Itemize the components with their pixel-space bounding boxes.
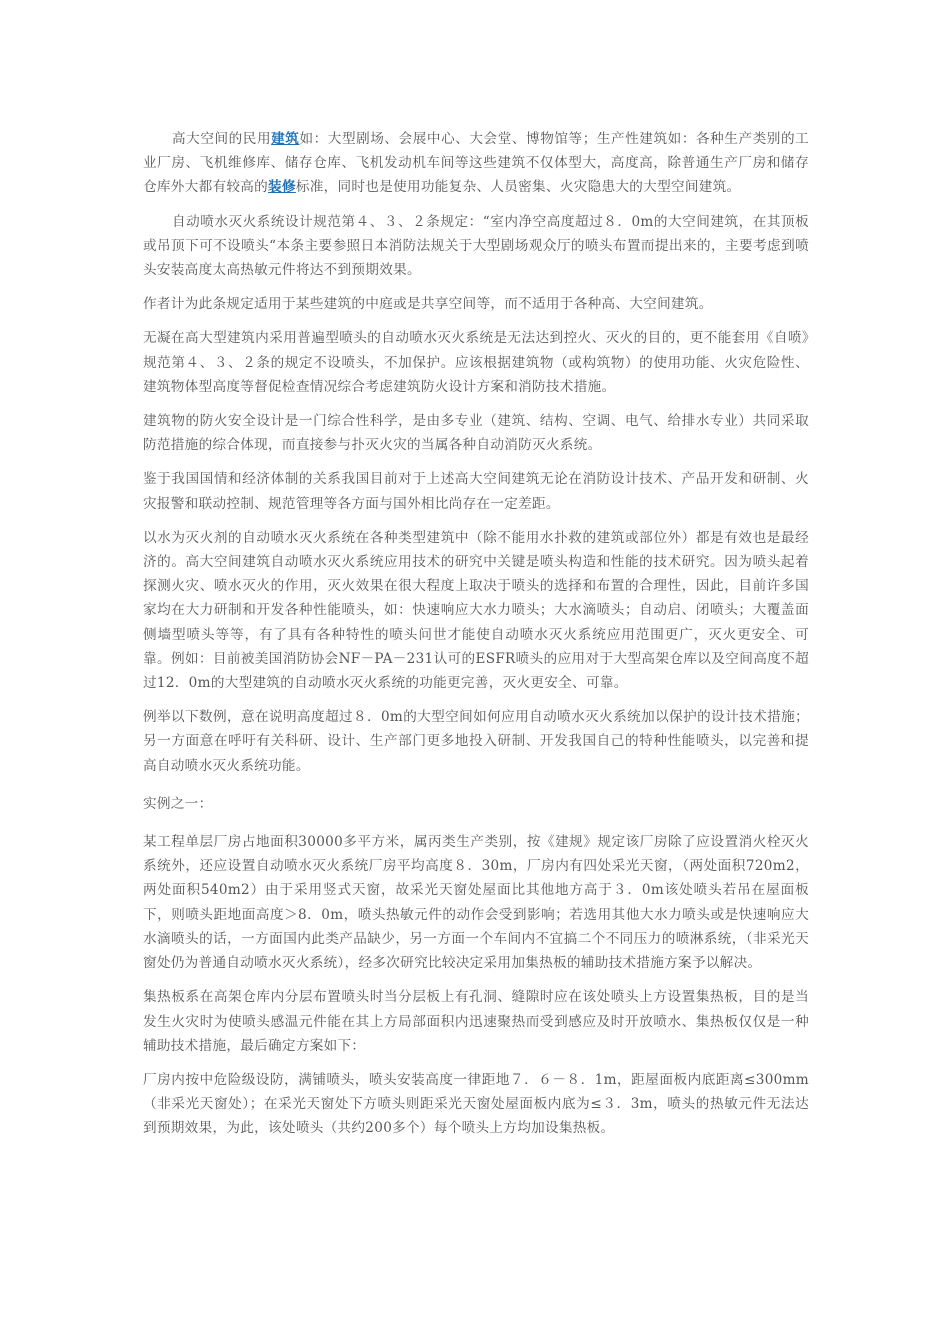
- paragraph-heat-collector: 集热板系在高架仓库内分层布置喷头时当分层板上有孔洞、缝隙时应在该处喷头上方设置集热板，目的是当发生火灾时为使喷头感温元件能在其上方局部面积内迅速聚热而受到感应及时开放喷水、集热板仅仅是一种辅助技术措施，最后确定方案如下：: [143, 989, 809, 1054]
- paragraph-author-view: 作者计为此条规定适用于某些建筑的中庭或是共享空间等，而不适用于各种高、大空间建筑。: [143, 296, 713, 313]
- link-jianzhu[interactable]: 建筑: [271, 131, 300, 147]
- paragraph-example-one: 某工程单层厂房占地面积30000多平方米，属丙类生产类别，按《建规》规定该厂房除了应设置消火栓灭火系统外，还应设置自动喷水灭火系统厂房平均高度８．30m，厂房内有四处采光天窗，（两处面积720m2，两处面积540m2）由于采用竖式天窗，故采光天窗处屋面比其他地方高于３．0m该处喷头若吊在屋面板下，则喷头距地面高度＞8．0m，喷头热敏元件的动作会受到影响；若选用其他大水力喷头或是快速响应大水滴喷头的话，一方面国内此类产品缺少，另一方面一个车间内不宜搞二个不同压力的喷淋系统，（非采光天窗处仍为普通自动喷水灭火系统），经多次研究比较决定采用加集热板的辅助技术措施方案予以解决。: [143, 834, 809, 972]
- paragraph-code-rule: 自动喷水灭火系统设计规范第４、３、２条规定：“室内净空高度超过８．0m的大空间建筑，在其顶板或吊顶下可不设喷头“本条主要参照日本消防法规关于大型剧场观众厅的喷头布置而提出来的，主要考虑到喷头安装高度太高热敏元件将达不到预期效果。: [143, 213, 809, 279]
- paragraph-ordinary-sprinkler: 无凝在高大型建筑内采用普遍型喷头的自动喷水灭火系统是无法达到控火、灭火的目的，更不能套用《自喷》规范第４、３、２条的规定不设喷头，不加保护。应该根据建筑物（或构筑物）的使用功能、火灾危险性、建筑物体型高度等督促检查情况综合考虑建筑防火设计方案和消防技术措施。: [143, 330, 809, 395]
- paragraph-examples-intro: 例举以下数例，意在说明高度超过８．0m的大型空间如何应用自动喷水灭火系统加以保护的设计技术措施；另一方面意在呼吁有关科研、设计、生产部门更多地投入研制、开发我国自己的特种性能喷头，以完善和提高自动喷水灭火系统功能。: [143, 709, 809, 774]
- link-zhuangxiu[interactable]: 装修: [268, 179, 296, 196]
- intro-text-3: 标准，同时也是使用功能复杂、人员密集、火灾隐患大的大型空间建筑。: [295, 179, 741, 196]
- paragraph-national-situation: 鉴于我国国情和经济体制的关系我国目前对于上述高大空间建筑无论在消防设计技术、产品开发和研制、火灾报警和联动控制、规范管理等各方面与国外相比尚存在一定差距。: [143, 471, 809, 512]
- paragraph-fire-safety-design: 建筑物的防火安全设计是一门综合性科学，是由多专业（建筑、结构、空调、电气、给排水专业）共同采取防范措施的综合体现，而直接参与扑灭火灾的当属各种自动消防灭火系统。: [143, 413, 809, 454]
- paragraph-intro: [143, 127, 809, 200]
- document-body: [143, 127, 809, 1141]
- paragraph-water-sprinkler: 以水为灭火剂的自动喷水灭火系统在各种类型建筑中（除不能用水扑救的建筑或部位外）都是有效也是最经济的。高大空间建筑自动喷水灭火系统应用技术的研究中关键是喷头构造和性能的技术研究。因为喷头起着探测火灾、喷水灭火的作用，灭火效果在很大程度上取决于喷头的选择和布置的合理性，因此，目前许多国家均在大力研制和开发各种性能喷头，如：快速响应大水力喷头；大水滴喷头；自动启、闭喷头；大覆盖面侧墙型喷头等等，有了具有各种特性的喷头问世才能使自动喷水灭火系统应用范围更广，灭火更安全、可靠。例如：目前被美国消防协会NF－PA－231认可的ESFR喷头的应用对于大型高架仓库以及空间高度不超过12．0m的大型建筑的自动喷水灭火系统的功能更完善，灭火更安全、可靠。: [143, 529, 809, 692]
- paragraph-final-scheme: 厂房内按中危险级设防，满铺喷头，喷头安装高度一律距地７．６－８．1m，距屋面板内底距离≤300mm（非采光天窗处）；在采光天窗处下方喷头则距采光天窗处屋面板内底为≤３．3m，喷头的热敏元件无法达到预期效果，为此，该处喷头（共约200多个）每个喷头上方均加设集热板。: [143, 1071, 809, 1137]
- intro-text-2: 如：大型剧场、会展中心、大会堂、博物馆等；生产性建筑如：各种生产类别的工业厂房、飞机维修库、储存仓库、飞机发动机车间等这些建筑不仅体型大，高度高，除普通生产厂房和储存仓库外大都有较高的: [143, 131, 809, 196]
- example-heading: 实例之一：: [143, 795, 213, 812]
- intro-text-1: 高大空间的民用: [172, 131, 272, 147]
